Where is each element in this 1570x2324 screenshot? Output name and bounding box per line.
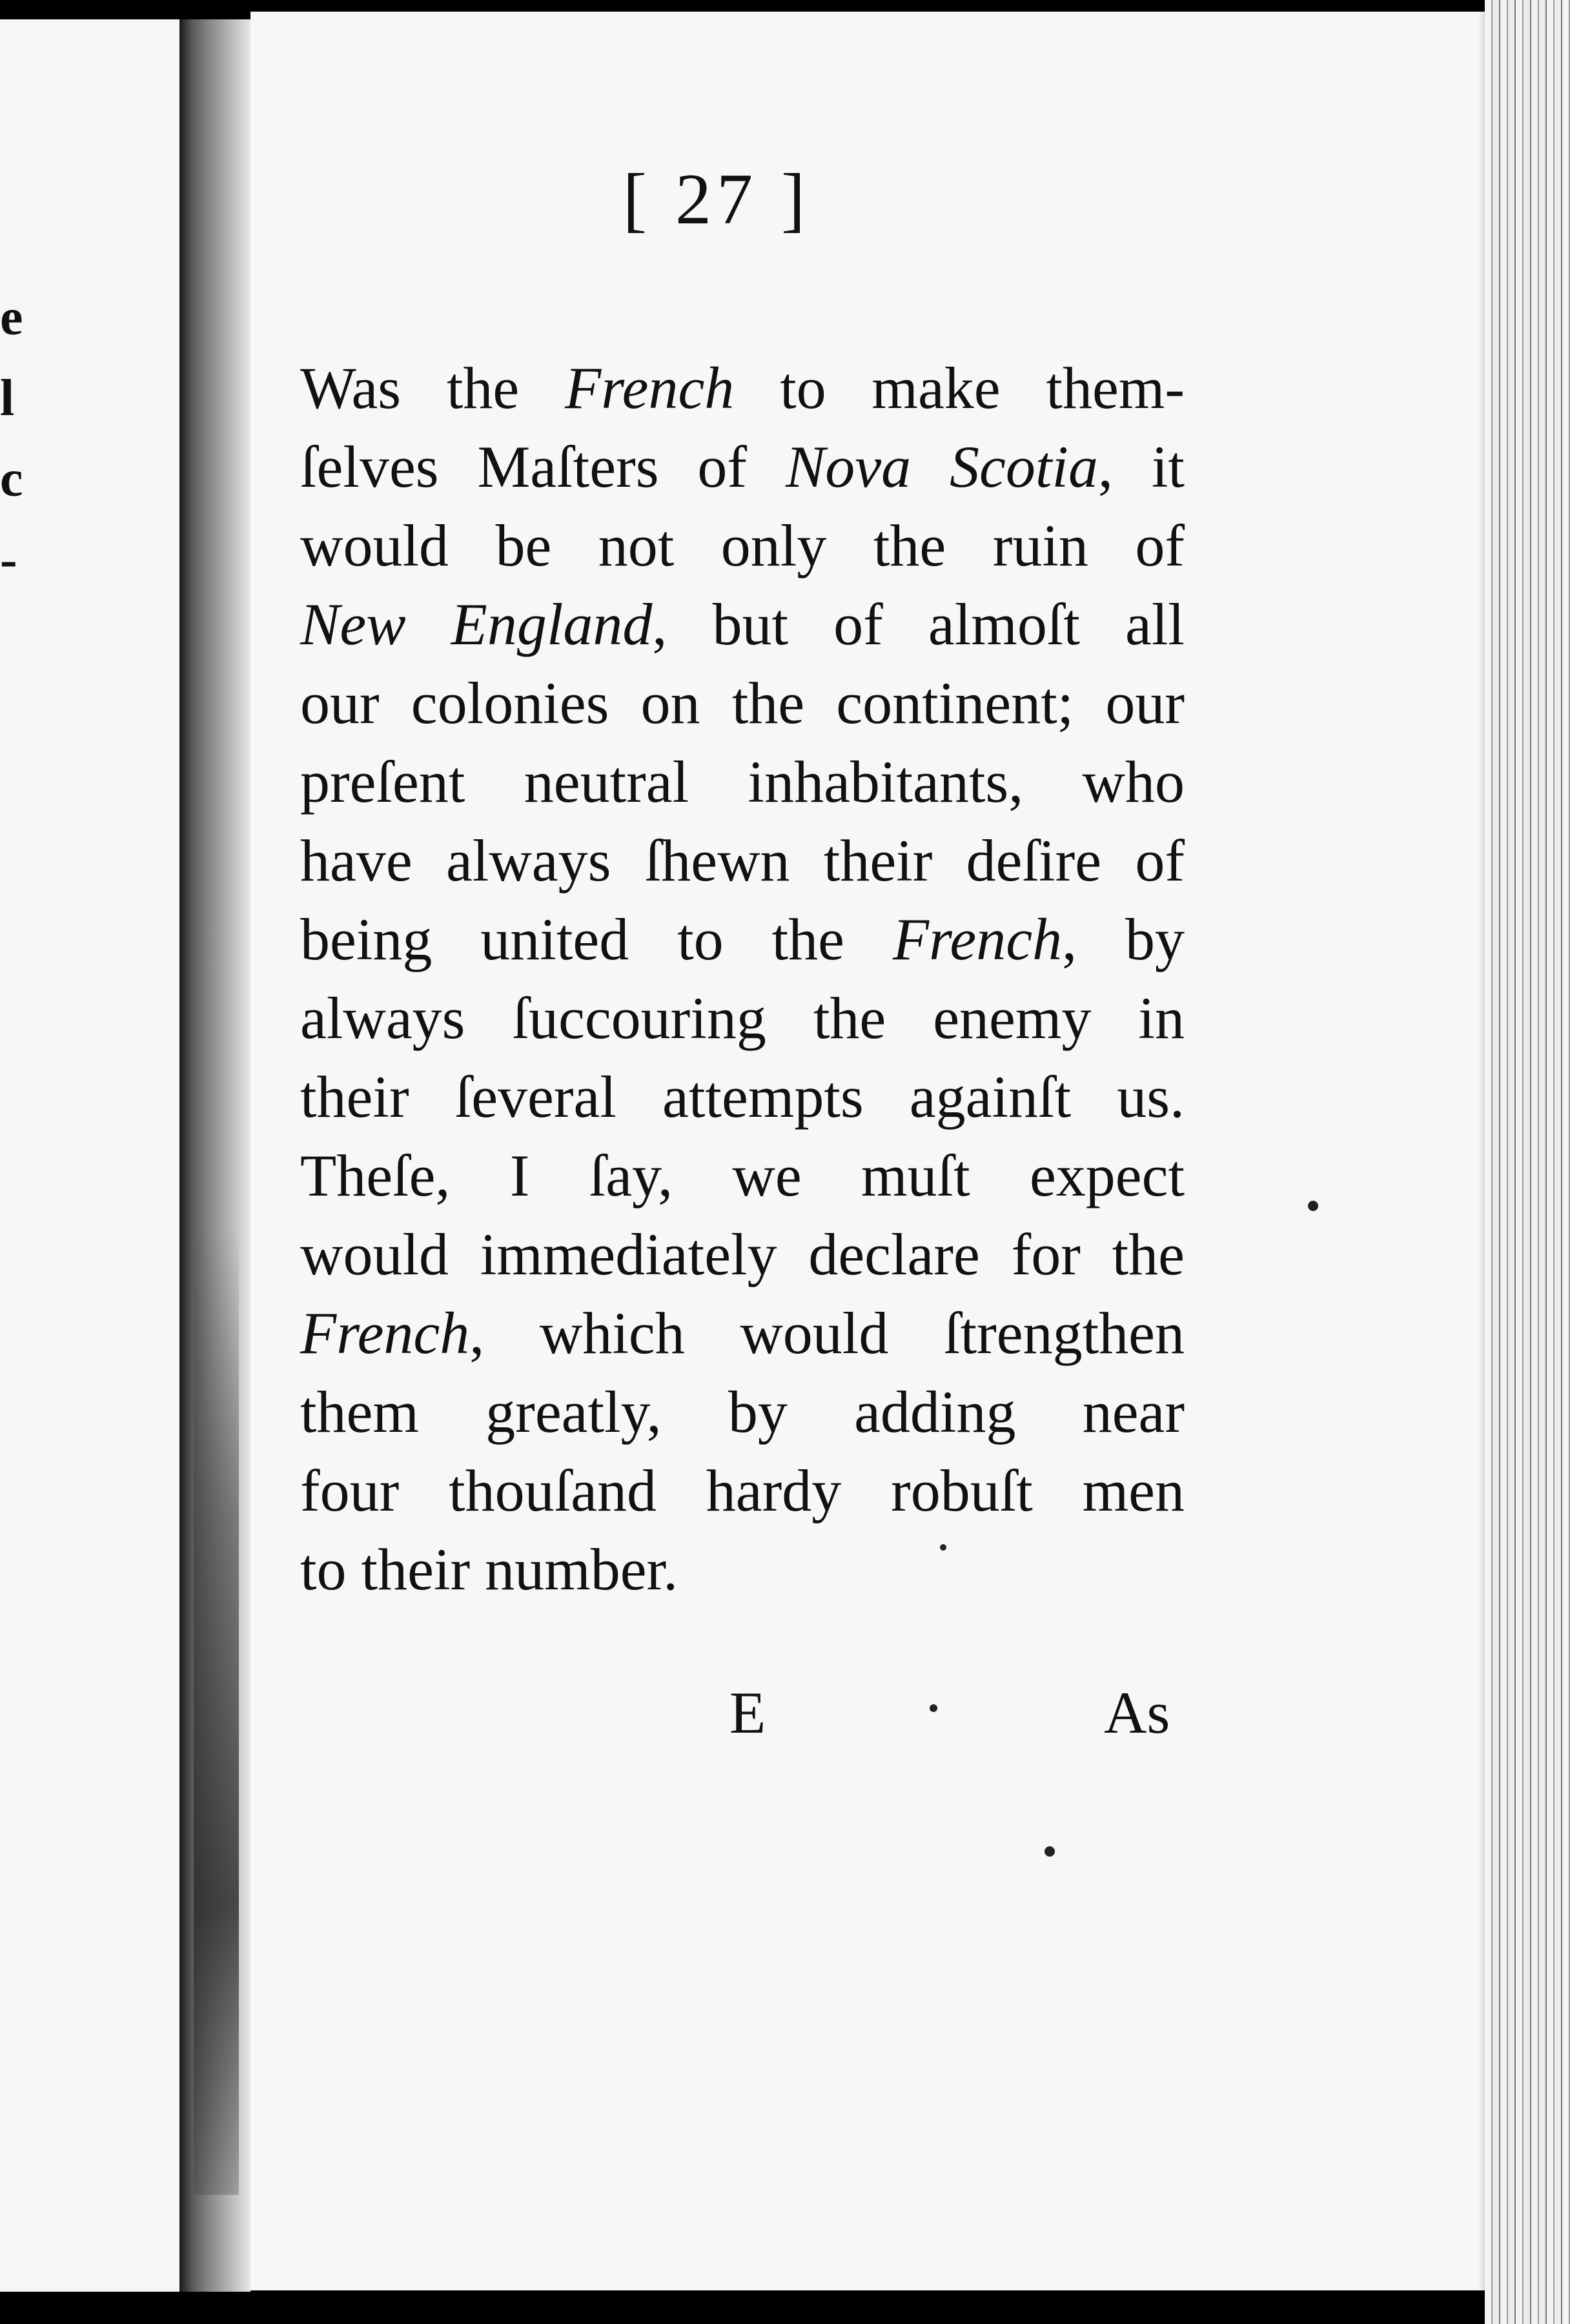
text-run: would immediately declare for the [300,1221,1185,1287]
facing-page-letter: l [0,370,15,427]
text-run: to make them- [734,355,1185,421]
text-run: always ſuccouring the enemy in [300,985,1185,1051]
facing-page-letter: e [0,289,23,346]
text-line [300,900,1185,979]
page-edges [1485,0,1570,2324]
text-run: Theſe, I ſay, we muſt expect [300,1143,1185,1208]
text-run: , it [1097,434,1185,500]
text-run: , but of almoſt all [652,591,1185,657]
italic-text: Nova Scotia [785,434,1098,500]
facing-page-letter: c [0,451,23,507]
catchword: As [1104,1680,1170,1746]
italic-text: French [300,1300,470,1366]
signature-mark: E [729,1680,766,1746]
text-line [300,506,1185,585]
text-line [300,821,1185,900]
text-run: being united to the [300,906,893,972]
text-line [300,349,1185,427]
facing-page-edge-letters [0,278,23,600]
ink-speck [930,1704,937,1712]
text-run: ſelves Maſters of [300,434,786,500]
text-run: to their number. [300,1536,678,1602]
ink-speck [1045,1846,1055,1857]
text-run: them greatly, by adding near [300,1379,1185,1445]
text-run: have always ſhewn their deſire of [300,828,1185,893]
text-line [300,427,1185,506]
facing-page-letter: - [0,531,17,588]
page-body-text [300,349,1185,1609]
facing-page-left [0,19,182,2292]
text-run: Was the [300,355,566,421]
ink-speck [940,1544,946,1551]
text-run: would be not only the ruin of [300,513,1185,578]
text-line [300,979,1185,1057]
text-run: , which would ſtrengthen [469,1300,1185,1366]
text-line [300,585,1185,664]
text-run: our colonies on the continent; our [300,670,1185,736]
text-line [300,1215,1185,1294]
gutter-stain [194,1227,239,2195]
text-line [300,1136,1185,1215]
text-line [300,1372,1185,1451]
text-run: four thouſand hardy robuſt men [300,1458,1185,1524]
text-run: their ſeveral attempts againſt us. [300,1064,1185,1130]
text-line [300,742,1185,821]
text-line [300,1294,1185,1372]
text-line [300,1451,1185,1530]
italic-text: French [565,355,735,421]
text-run: , by [1062,906,1185,972]
italic-text: French [892,906,1063,972]
text-line [300,1057,1185,1136]
ink-speck [1308,1201,1318,1211]
text-run: preſent neutral inhabitants, who [300,749,1185,815]
page-number-header: [ 27 ] [622,159,811,240]
text-line [300,664,1185,742]
text-line [300,1530,1185,1609]
italic-text: New England [300,591,653,657]
